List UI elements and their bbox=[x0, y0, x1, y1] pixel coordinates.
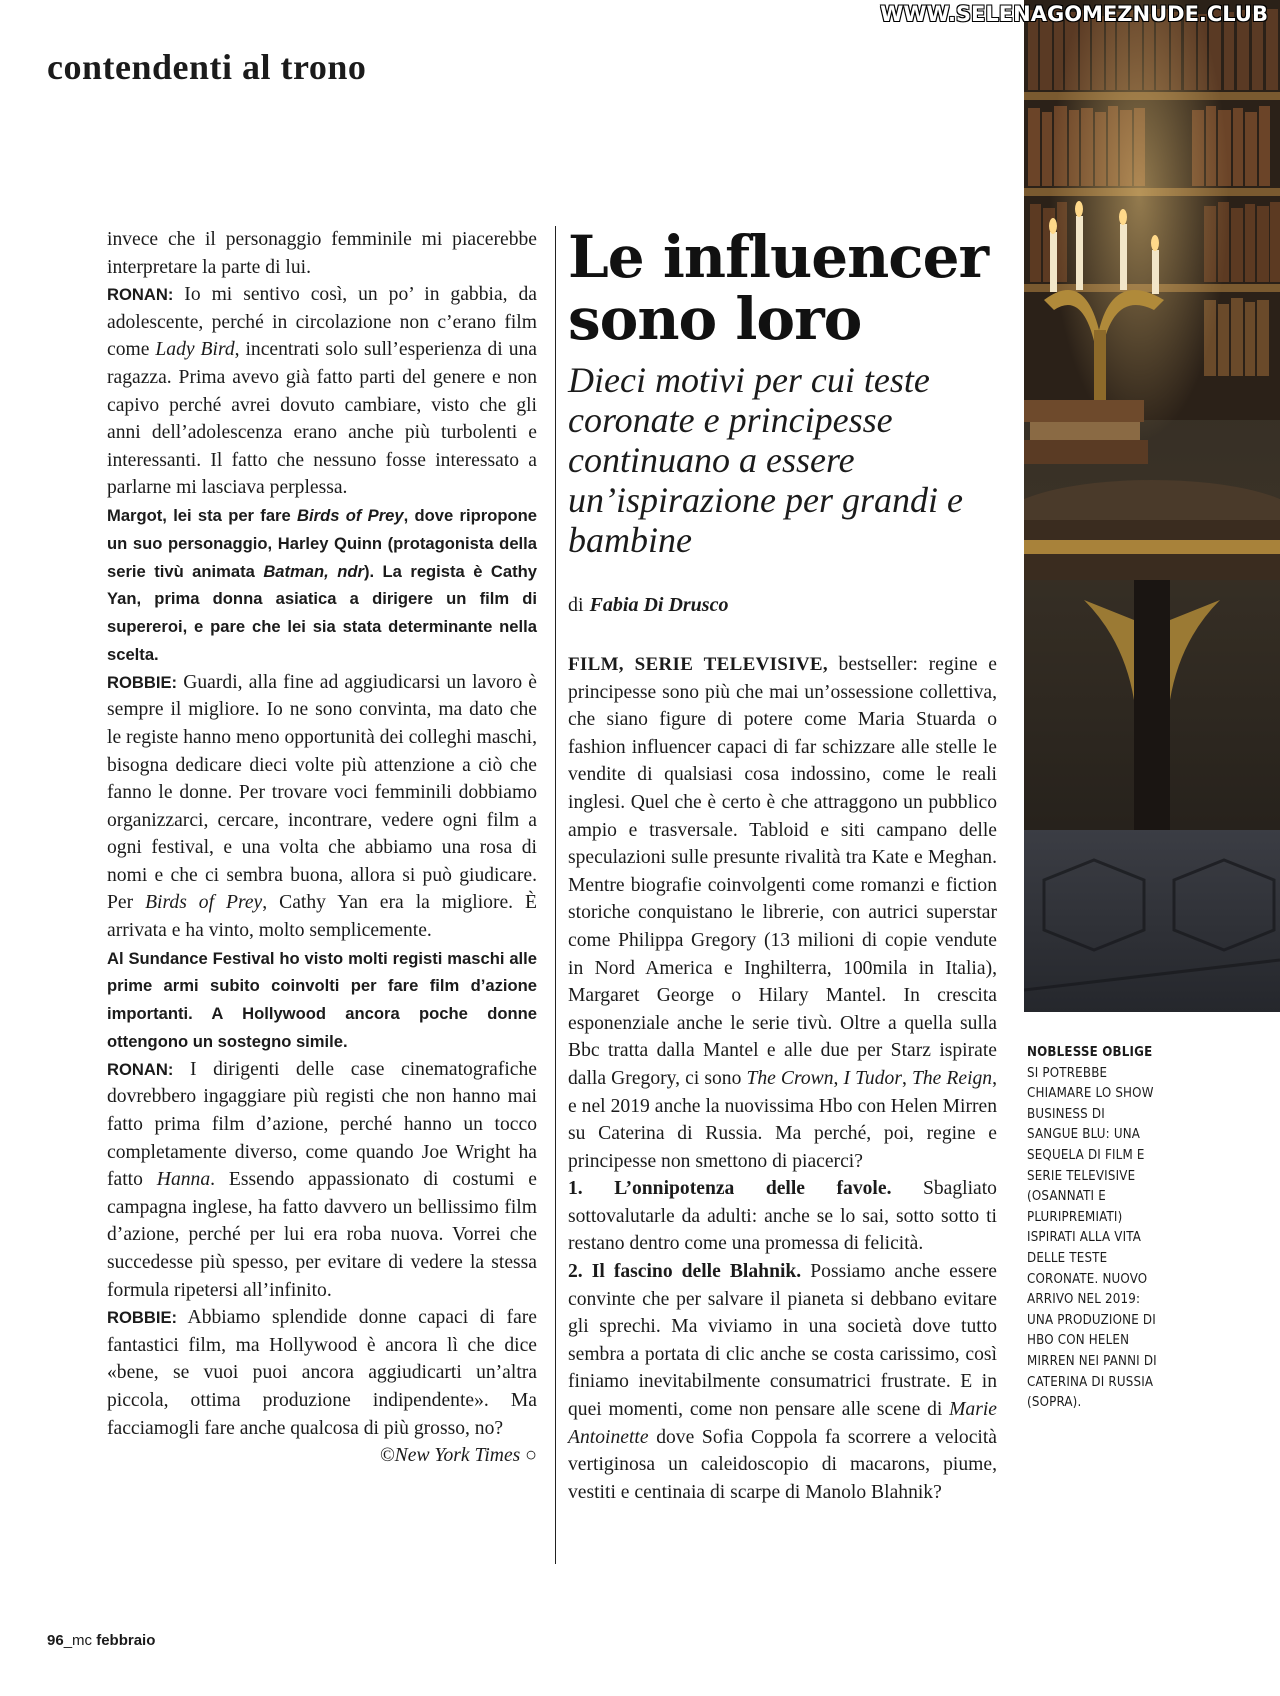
book-stack bbox=[1024, 400, 1148, 464]
speaker-label: ROBBIE: bbox=[107, 1308, 178, 1328]
column-divider bbox=[555, 226, 556, 1564]
watermark: WWW.SELENAGOMEZNUDE.CLUB bbox=[880, 2, 1268, 26]
speaker-label: RONAN: bbox=[107, 1059, 174, 1079]
article-column bbox=[568, 223, 998, 1506]
interview-column bbox=[107, 226, 537, 1470]
list-item-title: 1. L’onnipotenza delle favole. bbox=[568, 1178, 892, 1200]
byline: di Fabia Di Drusco bbox=[568, 594, 729, 616]
lead-in: FILM, SERIE TELEVISIVE, bbox=[568, 654, 828, 675]
answer-ronan: RONAN: Io mi sentivo così, un po’ in gabbia, da adolescente, perché in circolazione non c’erano film come Lady Bird, incentrati solo sull’esperienza di una ragazza. Prima avevo già fatto parti del genere e non capivo perché avrei dovuto cambiare, visto che gli anni dell’adolescenza erano anche più turbolenti e interessanti. Il fatto che nessuno fosse interessato a parlarne mi lasciava perplessa. bbox=[107, 284, 537, 499]
section-title: contendenti al trono bbox=[47, 47, 367, 87]
answer-robbie: ROBBIE: Guardi, alla fine ad aggiudicarsi un lavoro è sempre il migliore. Io ne sono convinta, ma dato che le registe hanno meno opportunità dei colleghi maschi, bisogna dedicare dieci volte più attenzione a ciò che fanno le donne. Per trovare voci femminili dobbiamo organizzarci, cercare, incontrare, vedere ogni film a ogni festival, e una volta che abbiamo una rosa di nomi e che ci sembra buona, allora si può giudicare. Per Birds of Prey, Cathy Yan era la migliore. È arrivata e ha vinto, molto semplicemente. bbox=[107, 671, 538, 942]
speaker-label: RONAN: bbox=[107, 285, 174, 305]
answer-ronan: RONAN: I dirigenti delle case cinematografiche dovrebbero ingaggiare più registi che non hanno mai fatto prima film d’azione, perché hanno un tocco completamente diverso, come quando Joe Wright ha fatto Hanna. Essendo appassionato di costumi e campagna inglese, ha fatto davvero un bellissimo film d’azione, perché per lui era roba nuova. Vorrei che succedesse più spesso, per evitare di vedere la stessa formula ripetersi all’infinito. bbox=[107, 1058, 537, 1301]
magazine-brand: _mc bbox=[63, 1632, 93, 1649]
article-photo bbox=[1024, 0, 1280, 1012]
article-headline: Le influencer sono loro bbox=[568, 223, 989, 353]
answer-robbie: ROBBIE: Abbiamo splendide donne capaci di fare fantastici film, ma Hollywood è ancora lì che dice «bene, se vuoi puoi ancora aggiudicarti un’altra piccola, ottima produzione indipendente». Ma facciamogli fare anche qualcosa di più grosso, no? ©New York Times ○ bbox=[107, 1304, 537, 1470]
article-subheadline: Dieci motivi per cui teste coronate e principesse continuano a essere un’ispirazione per grandi e bambine bbox=[568, 360, 963, 560]
interview-question: Margot, lei sta per fare Birds of Prey, dove ripropone un suo personaggio, Harley Quinn (protagonista della serie tivù animata Batman, ndr). La regista è Cathy Yan, prima donna asiatica a dirigere un film di supereroi, e pare che lei sia stata determinante nella scelta. bbox=[107, 505, 537, 664]
author-name: Fabia Di Drusco bbox=[589, 594, 729, 616]
issue-month: febbraio bbox=[96, 1632, 156, 1649]
library-photo-illustration bbox=[1024, 0, 1280, 1012]
page-number: 96 bbox=[47, 1632, 64, 1649]
source-credit: ©New York Times ○ bbox=[379, 1445, 537, 1467]
list-item-title: 2. Il fascino delle Blahnik. bbox=[568, 1261, 802, 1283]
page-folio bbox=[47, 1632, 155, 1649]
photo-caption bbox=[1027, 1043, 1157, 1414]
paragraph: invece che il personaggio femminile mi piacerebbe interpretare la parte di lui. bbox=[107, 229, 537, 278]
article-body: FILM, SERIE TELEVISIVE, bestseller: regine e principesse sono più che mai un’ossessione collettiva, che siano figure di potere come Maria Stuarda o fashion influencer capaci di far schizzare alle stelle le vendite di qualsiasi cosa indossino, come le reali inglesi. Quel che è certo è che attraggono un pubblico ampio e trasversale. Tabloid e siti campano delle speculazioni sulle presunte rivalità tra Kate e Meghan. Mentre biografie coinvolgenti come romanzi e fiction storiche conquistano le librerie, con autrici superstar come Philippa Gregory (13 milioni di copie vendute in Nord America e Inghilterra, 100mila in Italia), Margaret George o Hilary Mantel. In crescita esponenziale anche le serie tivù. Oltre a quella sulla Bbc tratta dalla Mantel e alle due per Starz ispirate dalla Gregory, ci sono The Crown, I Tudor, The Reign, e nel 2019 anche la nuovissima Hbo con Helen Mirren su Caterina di Russia. Ma perché, poi, regine e principesse non smettono di piacerci? 1. L’onnipotenza delle favole. Sbagliato sottovalutarle da adulti: anche se lo sai, sotto sotto ti restano dentro come una promessa di felicità. 2. Il fascino delle Blahnik. Possiamo anche essere convinte che per salvare il pianeta si debbano evitare gli sprechi. Ma viviamo in una società dove tutto sembra a portata di clic anche se costa carissimo, così finiamo inevitabilmente consumatrici frustrate. E in quei momenti, come non pensare alle scene di Marie Antoinette dove Sofia Coppola fa scorrere a velocità vertiginosa un caleidoscopio di macarons, piume, vestiti e centinaia di scarpe di Manolo Blahnik? bbox=[568, 654, 998, 1503]
speaker-label: ROBBIE: bbox=[107, 672, 178, 692]
caption-text: SI POTREBBE CHIAMARE LO SHOW BUSINESS DI SANGUE BLU: UNA SEQUELA DI FILM E SERIE TELEVISIVE (OSANNATI E PLURIPREMIATI) ISPIRATI ALLA VITA DELLE TESTE CORONATE. NUOVO ARRIVO NEL 2019: UNA PRODUZIONE DI HBO CON HELEN MIRREN NEI PANNI DI CATERINA DI RUSSIA (SOPRA). bbox=[1027, 1065, 1157, 1411]
interview-question: Al Sundance Festival ho visto molti registi maschi alle prime armi subito coinvolti per fare film d’azione importanti. A Hollywood ancora poche donne ottengono un sostegno simile. bbox=[107, 948, 537, 1052]
caption-title: NOBLESSE OBLIGE bbox=[1027, 1045, 1153, 1060]
